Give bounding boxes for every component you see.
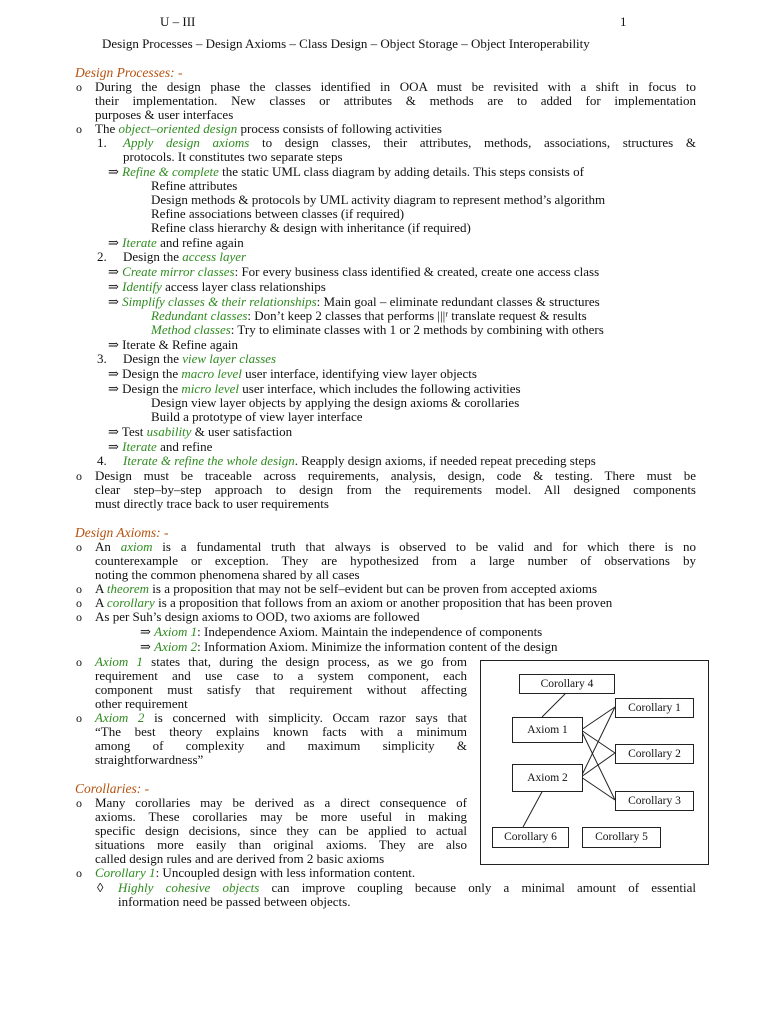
rc-item: Refine associations between classes (if required) — [151, 206, 405, 221]
step-3-number: 3. — [97, 351, 107, 366]
suh-line: As per Suh’s design axioms to OOD, two axioms are followed — [95, 609, 420, 624]
rc-item: Refine attributes — [151, 178, 238, 193]
step-4-line: Iterate & refine the whole design. Reapply design axioms, if needed repeat preceding steps — [123, 453, 596, 468]
bullet: o — [76, 469, 82, 483]
dp-b1-l1: During the design phase the classes identified in OOA must be revisited with a shift in focus to — [95, 79, 696, 94]
test-line: ⇒ Test usability & user satisfaction — [108, 424, 293, 439]
connector-a2-c2 — [581, 753, 615, 777]
dp-b3-l3: must directly trace back to user requirements — [95, 496, 329, 511]
identify-line: ⇒ Identify access layer class relationships — [108, 279, 326, 294]
bullet: o — [76, 711, 82, 725]
bullet: o — [76, 122, 82, 136]
axiom-2-desc-l4: straightforwardness” — [95, 752, 204, 767]
corollaries-l2: axioms. These corollaries may be more useful in making — [95, 809, 467, 824]
iterate-line-1: ⇒ Iterate and refine again — [108, 235, 244, 250]
cohesive-line-2: information need be passed between objects. — [118, 894, 351, 909]
iterate-line-3: ⇒ Iterate and refine — [108, 439, 213, 454]
corollary-1-box: Corollary 1 — [615, 698, 694, 718]
corollary-line: A corollary is a proposition that follows from an axiom or another proposition that has been proven — [95, 595, 613, 610]
axiom-def-l3: noting the common phenomena shared by all cases — [95, 567, 360, 582]
unit-label: U – III — [160, 14, 196, 29]
bullet: o — [76, 80, 82, 94]
create-mirror-line: ⇒ Create mirror classes: For every business class identified & created, create one access class — [108, 264, 600, 279]
bullet: o — [76, 540, 82, 554]
step-4-number: 4. — [97, 453, 107, 468]
axiom-2-box: Axiom 2 — [512, 764, 583, 792]
rc-item: Design methods & protocols by UML activity diagram to represent method’s algorithm — [151, 192, 606, 207]
corollary-2-box: Corollary 2 — [615, 744, 694, 764]
bullet: o — [76, 866, 82, 880]
step-1-number: 1. — [97, 135, 107, 150]
design-axioms-heading: Design Axioms: - — [75, 525, 169, 540]
connector-a2-c1 — [581, 707, 615, 777]
axiom-1-box: Axiom 1 — [512, 717, 583, 743]
page-number: 1 — [620, 14, 627, 29]
axiom-2-desc-l2: “The best theory explains known facts with a minimum — [95, 724, 467, 739]
connector-c4-a1 — [542, 692, 567, 717]
dp-b1-l3: purposes & user interfaces — [95, 107, 234, 122]
axiom-1-desc-l4: other requirement — [95, 696, 188, 711]
theorem-line: A theorem is a proposition that may not be self–evident but can be proven from accepted axioms — [95, 581, 598, 596]
axiom-2-desc-l1: Axiom 2 is concerned with simplicity. Occam razor says that — [95, 710, 467, 725]
step-1-line-2: protocols. It constitutes two separate steps — [123, 149, 343, 164]
step-3-line: Design the view layer classes — [123, 351, 277, 366]
axiom-1-desc-l2: requirement and use case to a system component, each — [95, 668, 467, 683]
design-processes-heading: Design Processes: - — [75, 65, 183, 80]
axiom-corollary-diagram — [480, 660, 709, 865]
connector-a2-c6 — [523, 790, 543, 827]
corollaries-l5: called design rules and are derived from 2 basic axioms — [95, 851, 385, 866]
redundant-line: Redundant classes: Don’t keep 2 classes that performs |||ʳ translate request & results — [151, 308, 587, 323]
axiom-1-line: ⇒ Axiom 1: Independence Axiom. Maintain the independence of components — [140, 624, 543, 639]
bullet: o — [76, 796, 82, 810]
corollaries-l1: Many corollaries may be derived as a direct consequence of — [95, 795, 467, 810]
mi-item: Build a prototype of view layer interface — [151, 409, 363, 424]
bullet: o — [76, 582, 82, 596]
axiom-2-line: ⇒ Axiom 2: Information Axiom. Minimize the information content of the design — [140, 639, 558, 654]
cohesive-line-1: Highly cohesive objects can improve coupling because only a minimal amount of essential — [118, 880, 696, 895]
dp-b2: The object–oriented design process consists of following activities — [95, 121, 442, 136]
macro-level-line: ⇒ Design the macro level user interface, identifying view layer objects — [108, 366, 477, 381]
dp-b3-l1: Design must be traceable across requirements, analysis, design, code & testing. There must be — [95, 468, 696, 483]
corollary-3-box: Corollary 3 — [615, 791, 694, 811]
axiom-def-l1: An axiom is a fundamental truth that always is observed to be valid and for which there is no — [95, 539, 697, 554]
iterate-line-2: ⇒ Iterate & Refine again — [108, 337, 239, 352]
diamond-bullet: ◊ — [97, 880, 104, 895]
bullet: o — [76, 655, 82, 669]
simplify-line: ⇒ Simplify classes & their relationships: Main goal – eliminate redundant classes & structures — [108, 294, 600, 309]
mi-item: Design view layer objects by applying the design axioms & corollaries — [151, 395, 520, 410]
axiom-1-desc-l3: component must satisfy that requirement without affecting — [95, 682, 467, 697]
corollary-4-box: Corollary 4 — [519, 674, 615, 694]
dp-b3-l2: clear step–by–step approach to design from the requirements model. All designed components — [95, 482, 696, 497]
corollaries-heading: Corollaries: - — [75, 781, 150, 796]
bullet: o — [76, 596, 82, 610]
corollaries-l4: situations more easily than original axioms. They are also — [95, 837, 467, 852]
refine-complete-line: ⇒ Refine & complete the static UML class diagram by adding details. This steps consists of — [108, 164, 584, 179]
topics-line: Design Processes – Design Axioms – Class Design – Object Storage – Object Interoperability — [102, 36, 590, 51]
axiom-2-desc-l3: among of complexity and maximum simplicity & — [95, 738, 467, 753]
step-1-line: Apply design axioms to design classes, their attributes, methods, associations, structures & — [123, 135, 696, 150]
corollary-6-box: Corollary 6 — [492, 827, 569, 848]
micro-level-line: ⇒ Design the micro level user interface, which includes the following activities — [108, 381, 521, 396]
dp-b1-l2: their implementation. New classes or attributes & methods are to added for implementation — [95, 93, 696, 108]
corollary-1-line: Corollary 1: Uncoupled design with less information content. — [95, 865, 416, 880]
bullet: o — [76, 610, 82, 624]
rc-item: Refine class hierarchy & design with inheritance (if required) — [151, 220, 471, 235]
method-classes-line: Method classes: Try to eliminate classes with 1 or 2 methods by combining with others — [151, 322, 604, 337]
step-2-line: Design the access layer — [123, 249, 247, 264]
axiom-1-desc-l1: Axiom 1 states that, during the design process, as we go from — [95, 654, 467, 669]
axiom-def-l2: counterexample or exception. They are hypothesized from a large number of observations by — [95, 553, 696, 568]
corollaries-l3: specific design decisions, since they can be applied to actual — [95, 823, 467, 838]
corollary-5-box: Corollary 5 — [582, 827, 661, 848]
step-2-number: 2. — [97, 249, 107, 264]
